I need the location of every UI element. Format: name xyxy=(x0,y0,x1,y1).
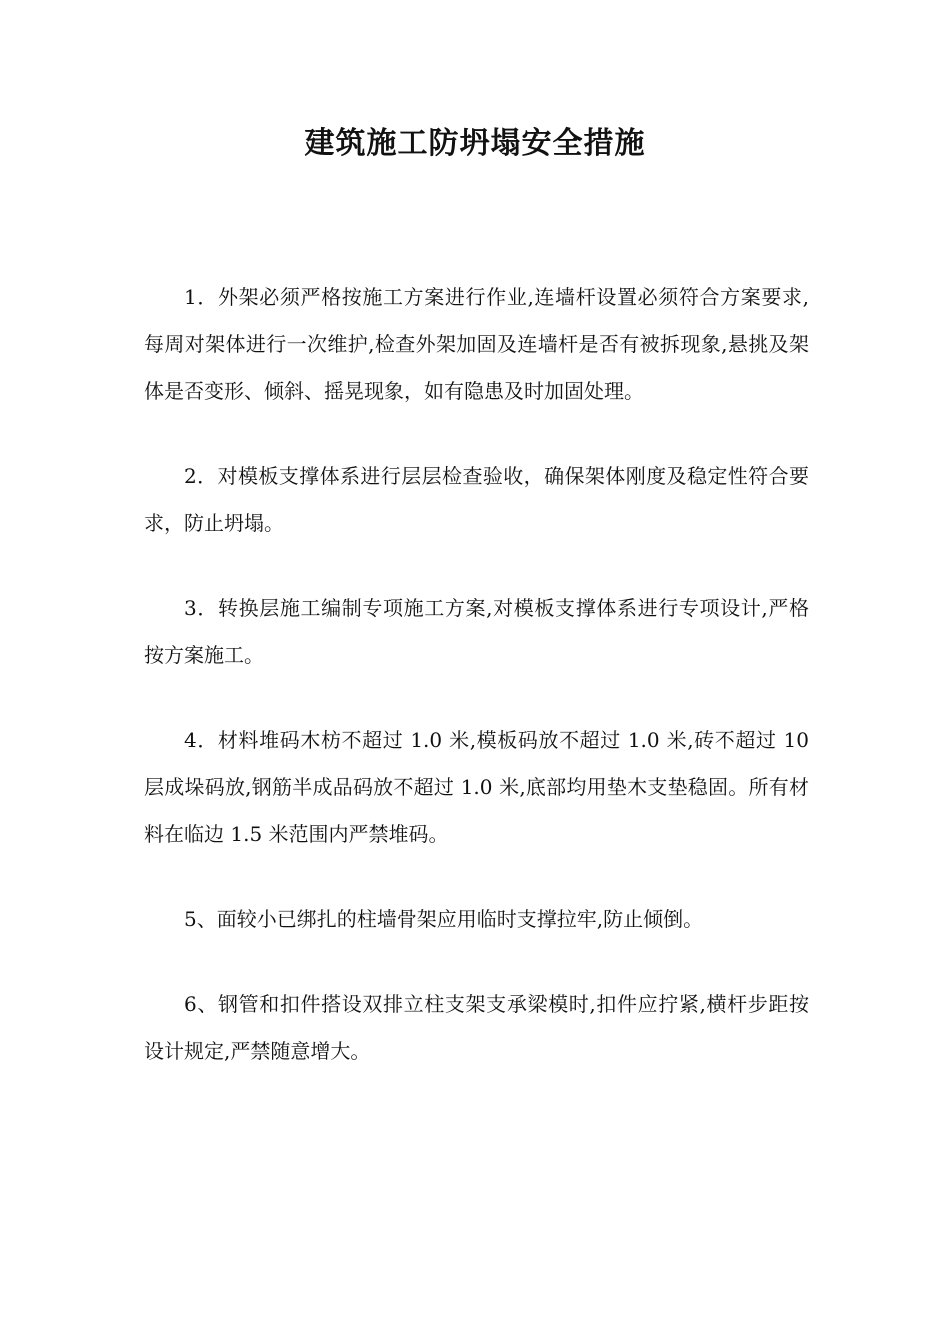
paragraph-1: 1．外架必须严格按施工方案进行作业,连墙杆设置必须符合方案要求,每周对架体进行一次维护,检查外架加固及连墙杆是否有被拆现象,悬挑及架体是否变形、倾斜、摇晃现象，如有隐患及时加固处理。 xyxy=(144,285,809,403)
document-body xyxy=(144,274,809,1113)
paragraph-5: 5、面较小已绑扎的柱墙骨架应用临时支撑拉牢,防止倾倒。 xyxy=(184,907,704,931)
paragraph-2: 2．对模板支撑体系进行层层检查验收，确保架体刚度及稳定性符合要求，防止坍塌。 xyxy=(144,464,809,535)
paragraph-6: 6、钢管和扣件搭设双排立柱支架支承梁模时,扣件应拧紧,横杆步距按设计规定,严禁随意增大。 xyxy=(144,992,809,1063)
paragraph-3: 3．转换层施工编制专项施工方案,对模板支撑体系进行专项设计,严格按方案施工。 xyxy=(144,596,809,667)
document-title: 建筑施工防坍塌安全措施 xyxy=(304,126,646,161)
paragraph-4: 4．材料堆码木枋不超过 1.0 米,模板码放不超过 1.0 米,砖不超过 10 层成垛码放,钢筋半成品码放不超过 1.0 米,底部均用垫木支垫稳固。所有材料在临边 1.5 米范围内严禁堆码。 xyxy=(144,728,809,846)
